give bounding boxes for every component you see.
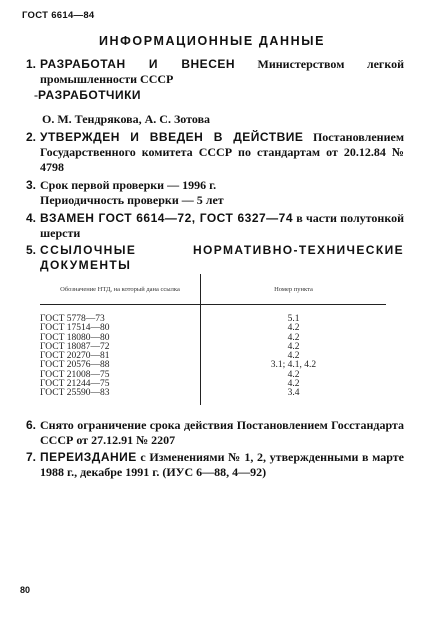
section-3 [26,178,404,208]
table-cell-item: 4.2 [287,369,300,380]
section-5-number: 5. [26,243,37,257]
table-cell-item: 4.2 [287,341,300,352]
section-4 [26,211,404,241]
table-cell-document: ГОСТ 20270—81 [40,352,201,361]
references-table [40,274,386,405]
section-5 [26,243,404,273]
section-7-caps: ПЕРЕИЗДАНИЕ [40,450,137,464]
section-7-number: 7. [26,450,37,464]
section-6 [26,418,404,448]
page-number: 80 [20,585,31,595]
section-1-caps: РАЗРАБОТАН И ВНЕСЕН [40,57,236,71]
section-1-text: Министерством легкой промышленности СССР [40,57,405,86]
section-2 [26,130,404,175]
page-title: ИНФОРМАЦИОННЫЕ ДАННЫЕ [98,34,326,48]
section-7 [26,450,404,480]
table-cell-document: ГОСТ 17514—80 [40,324,201,333]
section-2-number: 2. [26,130,37,144]
developers-label: РАЗРАБОТЧИКИ [38,88,142,102]
section-4-text: в части полутонкой шерсти [40,211,404,240]
section-6-number: 6. [26,418,37,432]
section-5-caps: ССЫЛОЧНЫЕ НОРМАТИВНО-ТЕХНИЧЕСКИЕ ДОКУМЕНТЫ [40,243,404,272]
developers-dash: - [34,88,38,102]
section-3-number: 3. [26,178,37,192]
table-row [40,389,386,404]
section-4-caps: ВЗАМЕН ГОСТ 6614—72, ГОСТ 6327—74 [40,211,294,225]
section-2-text: Постановлением Государственного комитета СССР по стандартам от 20.12.84 № 4798 [40,130,404,174]
table-cell-item: 3.4 [287,388,300,399]
table-row [40,305,386,325]
developers-names: О. М. Тендрякова, А. С. Зотова [42,112,211,126]
table-cell-document: ГОСТ 20576—88 [40,361,201,370]
section-7-text: с Изменениями № 1, 2, утвержденными в марте 1988 г., декабре 1991 г. (ИУС 6—88, 4—92) [40,450,404,479]
table-cell-item: 4.2 [287,351,300,362]
section-4-number: 4. [26,211,37,225]
table-header-item: Номер пункта [201,274,387,305]
developers-block [26,88,404,127]
table-cell-document: ГОСТ 21008—75 [40,371,201,380]
table-cell-item: 5.1 [287,314,300,324]
table-cell-item: 4.2 [287,323,300,334]
section-1 [26,57,404,87]
section-1-number: 1. [26,57,37,71]
table-cell-document: ГОСТ 21244—75 [40,380,201,389]
table-cell-document: ГОСТ 5778—73 [40,305,201,325]
section-2-caps: УТВЕРЖДЕН И ВВЕДЕН В ДЕЙСТВИЕ [40,130,304,144]
table-header-document: Обозначение НТД, на который дана ссылка [40,274,201,305]
table-cell-item: 4.2 [287,379,300,390]
document-header: ГОСТ 6614—84 [22,10,95,21]
table-cell-item: 3.1; 4.1, 4.2 [270,360,317,371]
section-3-line-1: Срок первой проверки — 1996 г. [40,178,217,192]
table-cell-document: ГОСТ 18080—80 [40,334,201,343]
table-cell-document: ГОСТ 18087—72 [40,343,201,352]
table-cell-document: ГОСТ 25590—83 [40,389,201,404]
section-6-text: Снято ограничение срока действия Постановлением Госстандарта СССР от 27.12.91 № 2207 [40,418,404,447]
section-3-line-2: Периодичность проверки — 5 лет [40,193,224,207]
table-cell-item: 4.2 [287,332,300,343]
